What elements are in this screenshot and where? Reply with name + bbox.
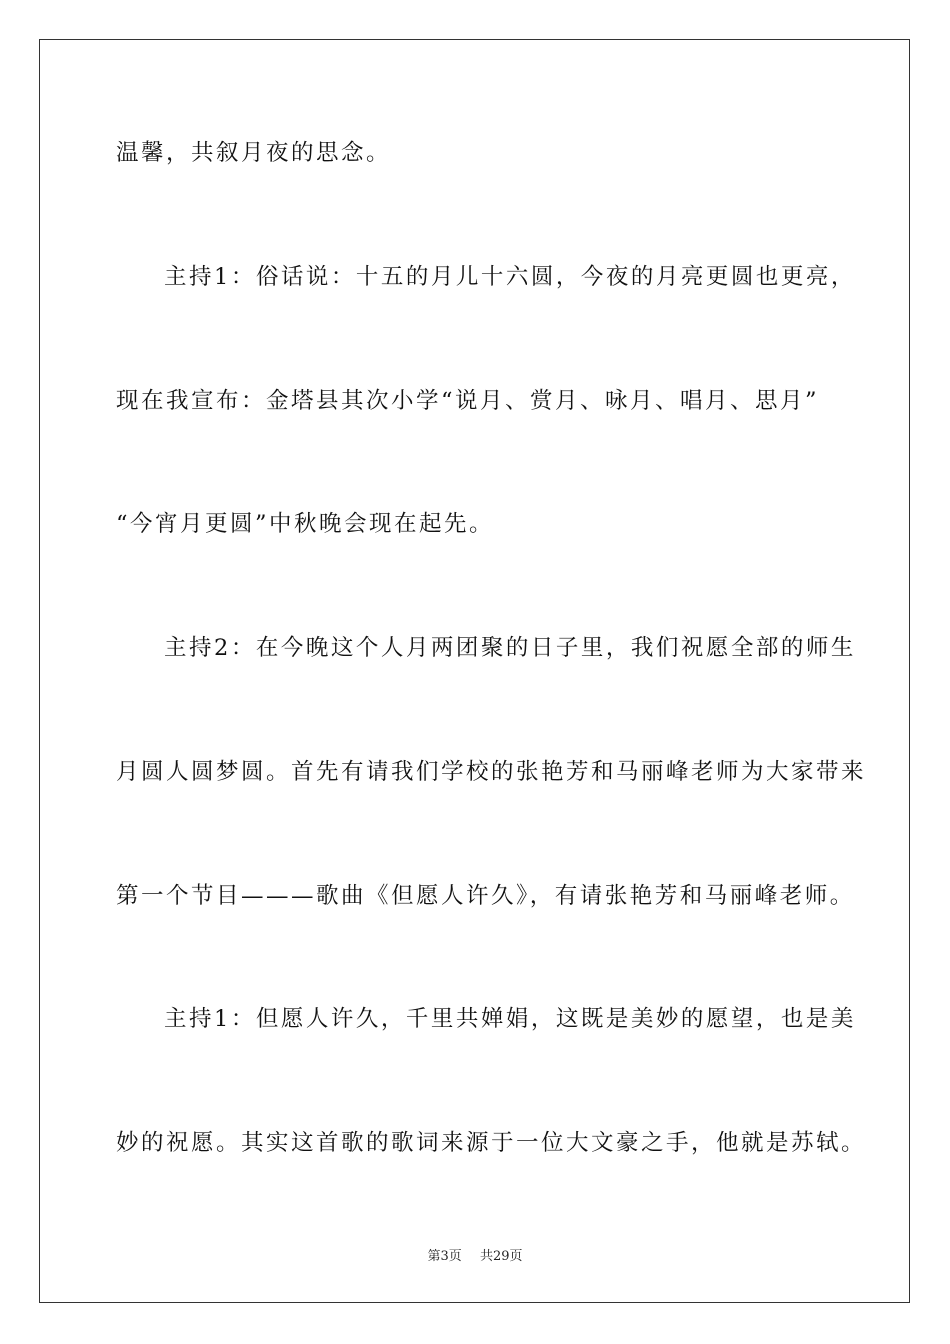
text-line-3: 现在我宣布：金塔县其次小学“说月、赏月、咏月、唱月、思月”: [116, 388, 820, 414]
text-line-7: 第一个节目———歌曲《但愿人许久》，有请张艳芳和马丽峰老师。: [116, 883, 855, 909]
page-frame: [39, 39, 910, 1303]
text-line-2: 主持1：俗话说：十五的月儿十六圆，今夜的月亮更圆也更亮，: [164, 264, 856, 290]
text-line-4: “今宵月更圆”中秋晚会现在起先。: [116, 511, 495, 537]
text-line-5: 主持2：在今晚这个人月两团聚的日子里，我们祝愿全部的师生: [164, 635, 856, 661]
page-number-current: 第3页: [427, 1249, 462, 1264]
text-line-9: 妙的祝愿。其实这首歌的歌词来源于一位大文豪之手，他就是苏轼。: [116, 1130, 867, 1156]
page-number-total: 共29页: [479, 1249, 523, 1264]
text-line-1: 温馨，共叙月夜的思念。: [116, 140, 392, 166]
text-line-8: 主持1：但愿人许久，千里共婵娟，这既是美妙的愿望，也是美: [164, 1006, 856, 1032]
page-footer: [0, 1248, 950, 1266]
text-line-6: 月圆人圆梦圆。首先有请我们学校的张艳芳和马丽峰老师为大家带来: [116, 759, 867, 785]
